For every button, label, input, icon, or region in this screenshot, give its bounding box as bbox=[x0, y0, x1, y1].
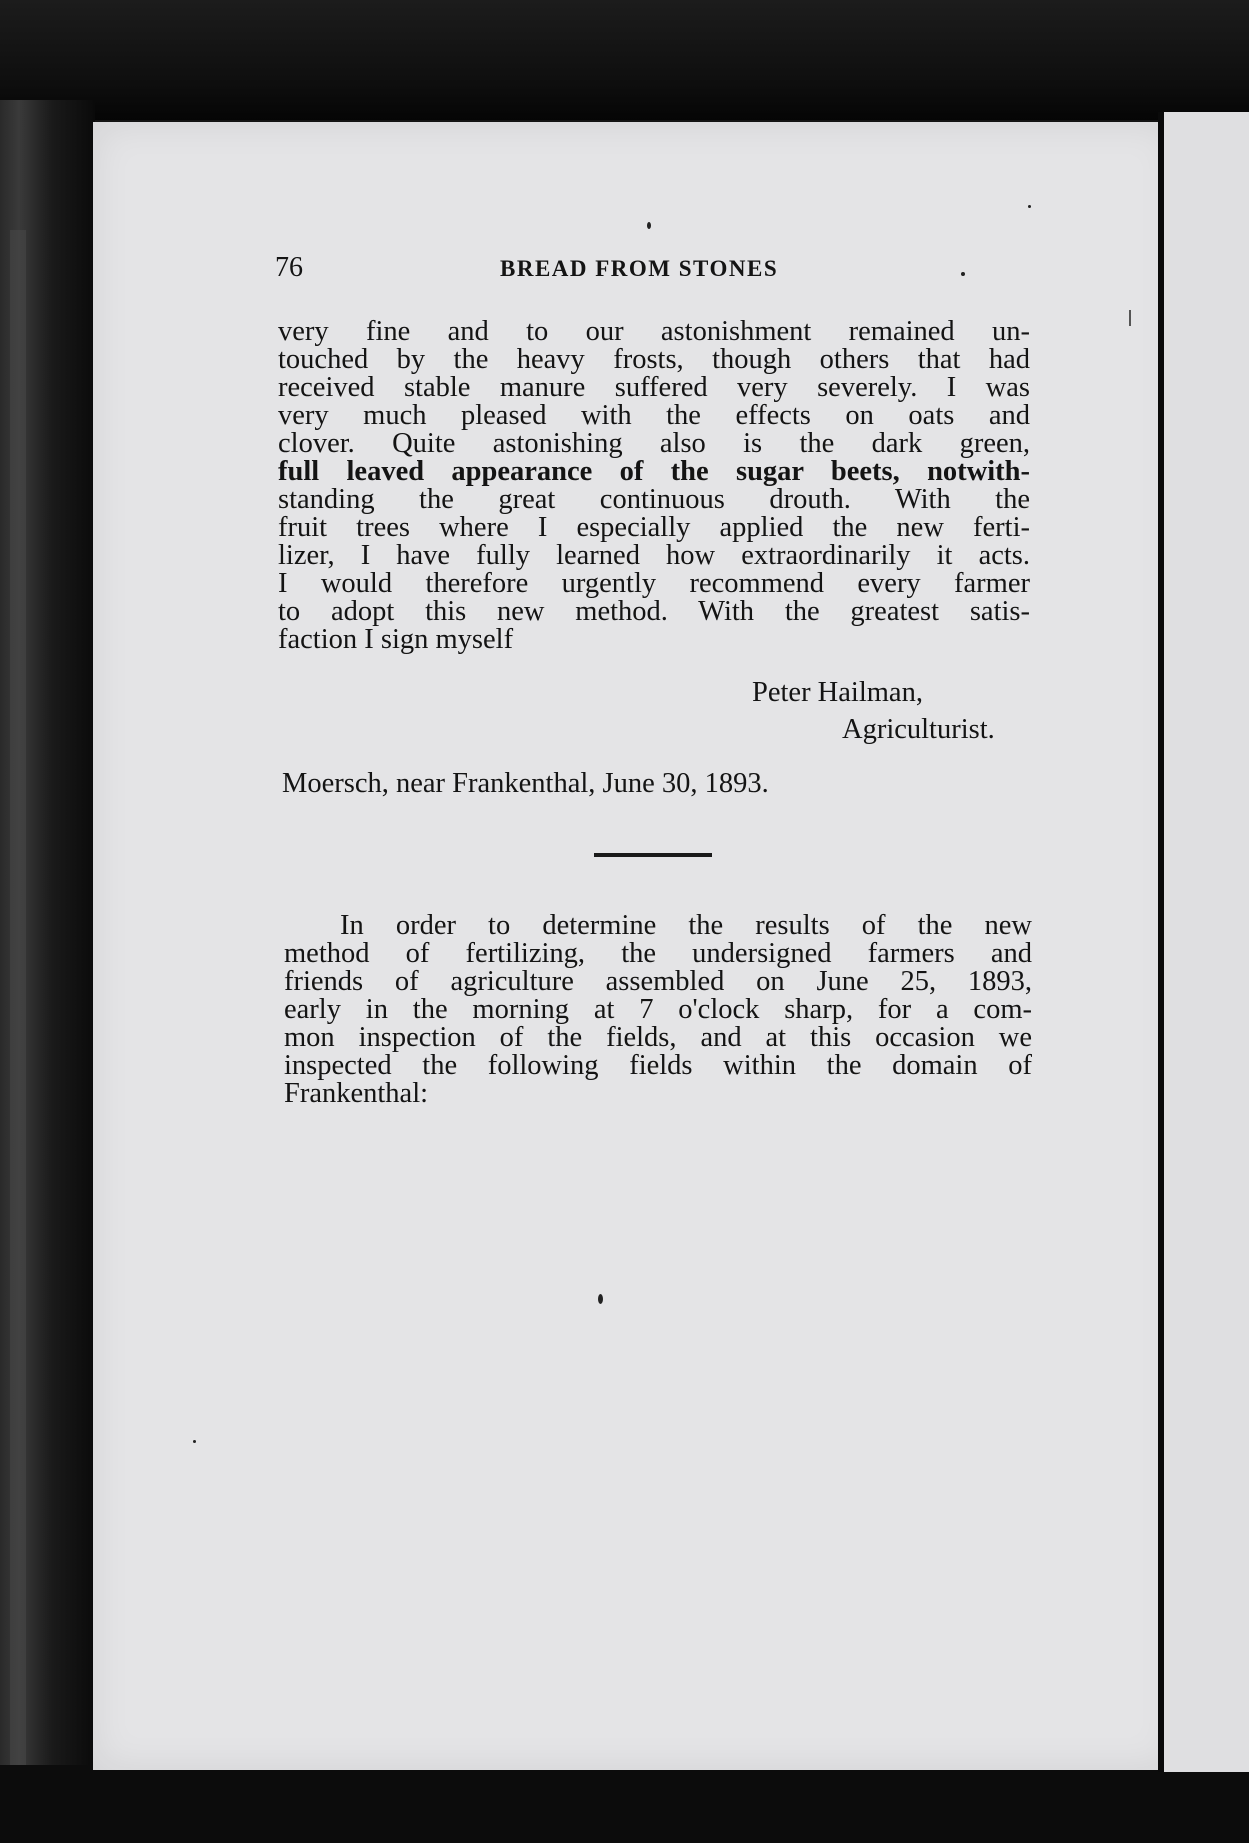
line-text: touched by the heavy frosts, though others that had bbox=[278, 344, 1030, 375]
page-number: 76 bbox=[275, 252, 303, 283]
text-line bbox=[278, 346, 1030, 374]
text-line bbox=[284, 1024, 1032, 1052]
text-line bbox=[278, 374, 1030, 402]
line-text: very fine and to our astonishment remained un- bbox=[278, 316, 1030, 347]
text-line bbox=[278, 486, 1030, 514]
text-line bbox=[284, 912, 1032, 940]
text-line bbox=[278, 570, 1030, 598]
text-line bbox=[278, 318, 1030, 346]
scan-speck bbox=[961, 272, 965, 276]
line-text: mon inspection of the fields, and at this occasion we bbox=[284, 1022, 1032, 1053]
signature-name: Peter Hailman, bbox=[752, 677, 923, 708]
scan-top-border bbox=[0, 0, 1249, 120]
text-line bbox=[284, 940, 1032, 968]
line-text: method of fertilizing, the undersigned farmers and bbox=[284, 938, 1032, 969]
line-text: full leaved appearance of the sugar beets, notwith- bbox=[278, 456, 1030, 487]
line-text: fruit trees where I especially applied the new ferti- bbox=[278, 512, 1030, 543]
scan-bottom-border bbox=[0, 1765, 1249, 1843]
place-and-date: Moersch, near Frankenthal, June 30, 1893. bbox=[282, 768, 769, 799]
scan-speck bbox=[1028, 205, 1031, 208]
scan-speck bbox=[193, 1440, 196, 1443]
line-text: Frankenthal: bbox=[284, 1078, 429, 1109]
line-text: lizer, I have fully learned how extraordinarily it acts. bbox=[278, 540, 1030, 571]
line-text: friends of agriculture assembled on June 25, 1893, bbox=[284, 966, 1032, 997]
scan-scratch bbox=[1129, 310, 1131, 326]
line-text: I would therefore urgently recommend every farmer bbox=[278, 568, 1030, 599]
line-text: faction I sign myself bbox=[278, 624, 514, 655]
binding-stripe bbox=[10, 230, 26, 1830]
scan-speck bbox=[598, 1294, 603, 1304]
line-text: clover. Quite astonishing also is the dark green, bbox=[278, 428, 1030, 459]
line-text: In order to determine the results of the new bbox=[340, 910, 1032, 941]
line-text: inspected the following fields within the domain of bbox=[284, 1050, 1032, 1081]
paragraph-inspection bbox=[284, 912, 1032, 1108]
text-line bbox=[284, 1080, 1032, 1108]
text-line bbox=[284, 996, 1032, 1024]
section-divider-rule bbox=[594, 853, 712, 857]
text-line bbox=[278, 542, 1030, 570]
paragraph-testimonial bbox=[278, 318, 1030, 654]
signature-role: Agriculturist. bbox=[842, 714, 995, 745]
line-text: to adopt this new method. With the greatest satis- bbox=[278, 596, 1030, 627]
text-line bbox=[278, 514, 1030, 542]
scan-speck bbox=[647, 222, 651, 229]
book-binding bbox=[0, 100, 95, 1843]
text-line bbox=[278, 626, 1030, 654]
text-line bbox=[284, 1052, 1032, 1080]
text-line-bold bbox=[278, 458, 1030, 486]
line-text: standing the great continuous drouth. With the bbox=[278, 484, 1030, 515]
running-head-title: BREAD FROM STONES bbox=[500, 256, 779, 281]
line-text: received stable manure suffered very severely. I was bbox=[278, 372, 1030, 403]
adjacent-page-edge bbox=[1164, 112, 1249, 1772]
line-text: early in the morning at 7 o'clock sharp, for a com- bbox=[284, 994, 1032, 1025]
text-line bbox=[284, 968, 1032, 996]
text-line bbox=[278, 402, 1030, 430]
text-line bbox=[278, 430, 1030, 458]
text-line bbox=[278, 598, 1030, 626]
running-head bbox=[275, 252, 1035, 286]
line-text: very much pleased with the effects on oats and bbox=[278, 400, 1030, 431]
